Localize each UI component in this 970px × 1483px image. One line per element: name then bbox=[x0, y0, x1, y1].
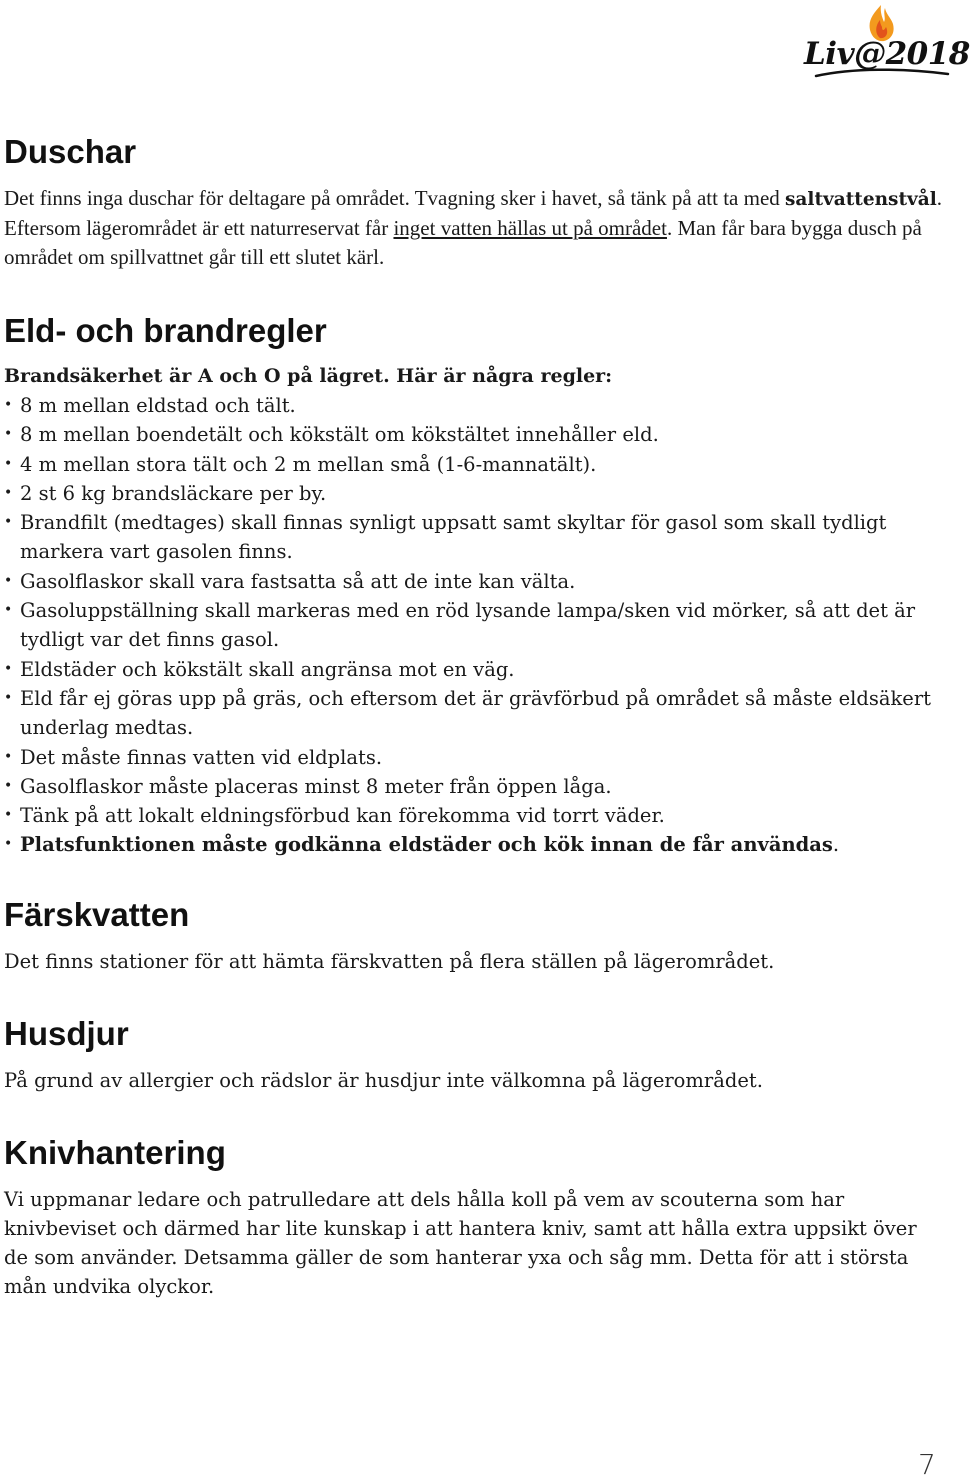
liv-2018-logo bbox=[800, 4, 970, 86]
paragraph-knivhantering: Vi uppmanar ledare och patrulledare att dels hålla koll på vem av scouterna som har knivbeviset och därmed har lite kunskap i att hantera kniv, samt att hålla extra uppsikt över de som använder. Detsamma gäller de som hanterar yxa och såg mm. Detta för att i största mån undvika olyckor. bbox=[4, 1188, 917, 1298]
heading-knivhantering: Knivhantering bbox=[4, 1134, 226, 1171]
logo-wordmark: Liv@2018 bbox=[804, 34, 970, 72]
list-item: • 4 m mellan stora tält och 2 m mellan små (1-6-mannatält). bbox=[4, 450, 944, 479]
list-item: • Eldstäder och kökstält skall angränsa mot en väg. bbox=[4, 655, 944, 684]
list-item: • Eld får ej göras upp på gräs, och eftersom det är grävförbud på området så måste eldsäkert underlag medtas. bbox=[4, 684, 944, 743]
heading-farskvatten: Färskvatten bbox=[4, 896, 190, 933]
paragraph-husdjur: På grund av allergier och rädslor är husdjur inte välkomna på lägerområdet. bbox=[4, 1069, 763, 1092]
fire-rules-list bbox=[4, 391, 944, 860]
list-item: • 8 m mellan eldstad och tält. bbox=[4, 391, 944, 420]
list-item: • Gasoluppställning skall markeras med en röd lysande lampa/sken vid mörker, så att det är tydligt var det finns gasol. bbox=[4, 596, 944, 655]
list-item: • Det måste finnas vatten vid eldplats. bbox=[4, 743, 944, 772]
brand-intro: Brandsäkerhet är A och O på lägret. Här är några regler: bbox=[4, 365, 613, 387]
page-number: 7 bbox=[918, 1448, 936, 1481]
heading-duschar: Duschar bbox=[4, 133, 137, 170]
heading-eld-och-brandregler: Eld- och brandregler bbox=[4, 312, 327, 349]
list-item: • Gasolflaskor måste placeras minst 8 meter från öppen låga. bbox=[4, 772, 944, 801]
paragraph-farskvatten: Det finns stationer för att hämta färskvatten på flera ställen på lägerområdet. bbox=[4, 950, 775, 973]
list-item: • 2 st 6 kg brandsläckare per by. bbox=[4, 479, 944, 508]
list-item: • Tänk på att lokalt eldningsförbud kan förekomma vid torrt väder. bbox=[4, 801, 944, 830]
logo-underline-swoosh bbox=[812, 66, 952, 82]
list-item: • Brandfilt (medtages) skall finnas synligt uppsatt samt skyltar för gasol som skall tydligt markera vart gasolen finns. bbox=[4, 508, 944, 567]
list-item: • 8 m mellan boendetält och kökstält om kökstältet innehåller eld. bbox=[4, 420, 944, 449]
paragraph-duschar: Det finns inga duschar för deltagare på området. Tvagning sker i havet, så tänk på att ta med saltvattenstvål. Eftersom lägerområdet är ett naturreservat får inget vatten hällas ut på området. Man får bara bygga dusch på området om spillvattnet går till ett slutet kärl. bbox=[4, 186, 943, 269]
heading-husdjur: Husdjur bbox=[4, 1015, 129, 1052]
underlined-no-water: inget vatten hällas ut på området bbox=[393, 216, 667, 240]
emphasis-saltvattenstval: saltvattenstvål bbox=[785, 189, 937, 210]
list-item: • Gasolflaskor skall vara fastsatta så att de inte kan välta. bbox=[4, 567, 944, 596]
list-item-approval: • Platsfunktionen måste godkänna eldstäder och kök innan de får användas. bbox=[4, 830, 944, 859]
